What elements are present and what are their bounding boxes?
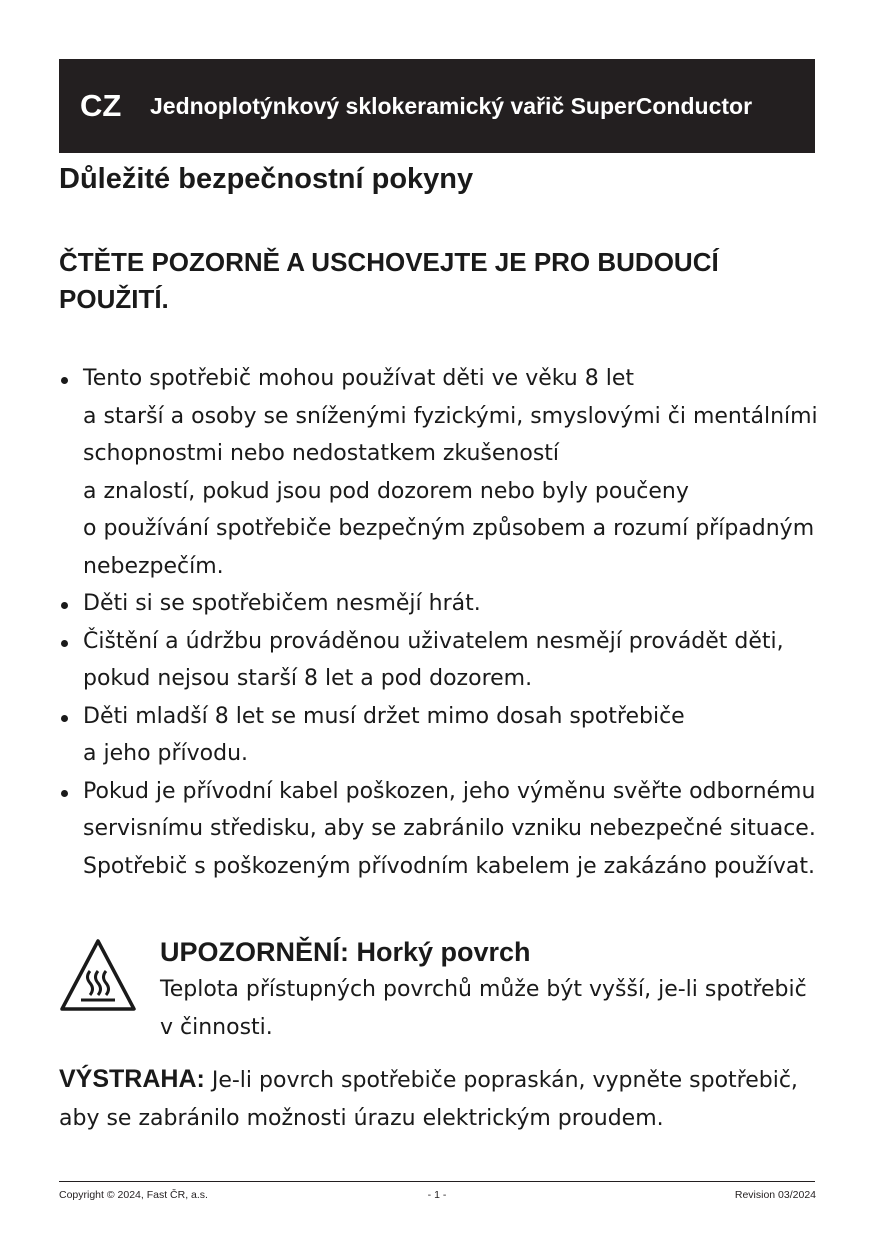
list-item [59,360,819,585]
bullet-text: Děti si se spotřebičem nesmějí hrát. [83,591,481,616]
caution-block [160,933,820,1046]
hot-surface-warning-icon [59,937,137,1013]
caution-text: Teplota přístupných povrchů může být vyšší, je-li spotřebič v činnosti. [160,977,807,1040]
list-item [59,698,819,773]
read-notice: ČTĚTE POZORNĚ A USCHOVEJTE JE PRO BUDOUCÍ POUŽITÍ. [59,247,719,314]
safety-list [59,360,819,885]
list-item [59,623,819,698]
bullet-text: Děti mladší 8 let se musí držet mimo dosah spotřebiče a jeho přívodu. [83,703,685,766]
list-item [59,585,819,623]
bullet-text: Pokud je přívodní kabel poškozen, jeho výměnu svěřte odbornému servisnímu středisku, aby se zabránilo vzniku nebezpečné situace. Spotřebič s poškozeným přívodním kabelem je zakázáno používat. [83,778,816,879]
section-title: Důležité bezpečnostní pokyny [59,163,474,195]
product-title: Jednoplotýnkový sklokeramický vařič SuperConductor [150,92,753,119]
bullet-text: Čištění a údržbu prováděnou uživatelem nesmějí provádět děti, pokud nejsou starší 8 let a pod dozorem. [83,628,784,691]
footer-revision: Revision 03/2024 [734,1189,816,1201]
language-code: CZ [80,88,122,123]
bullet-text: Tento spotřebič mohou používat děti ve věku 8 let a starší a osoby se sníženými fyzickými, smyslovými či mentálními schopnostmi nebo nedostatkem zkušeností a znalostí, pokud jsou pod dozorem nebo byly poučeny o používání spotřebiče bezpečným způsobem a rozumí případným nebezpečím. [83,366,818,579]
list-item [59,773,819,886]
danger-text: Je-li povrch spotřebiče popraskán, vypněte spotřebič, aby se zabránilo možnosti úrazu elektrickým proudem. [59,1068,798,1131]
page-header [59,59,815,153]
caution-title: UPOZORNĚNÍ: Horký povrch [160,937,531,967]
footer-divider [59,1181,815,1182]
danger-label: VÝSTRAHA: [59,1065,205,1093]
page-number: - 1 - [427,1189,447,1201]
danger-block [59,1061,819,1137]
footer-copyright: Copyright © 2024, Fast ČR, a.s. [59,1189,208,1201]
